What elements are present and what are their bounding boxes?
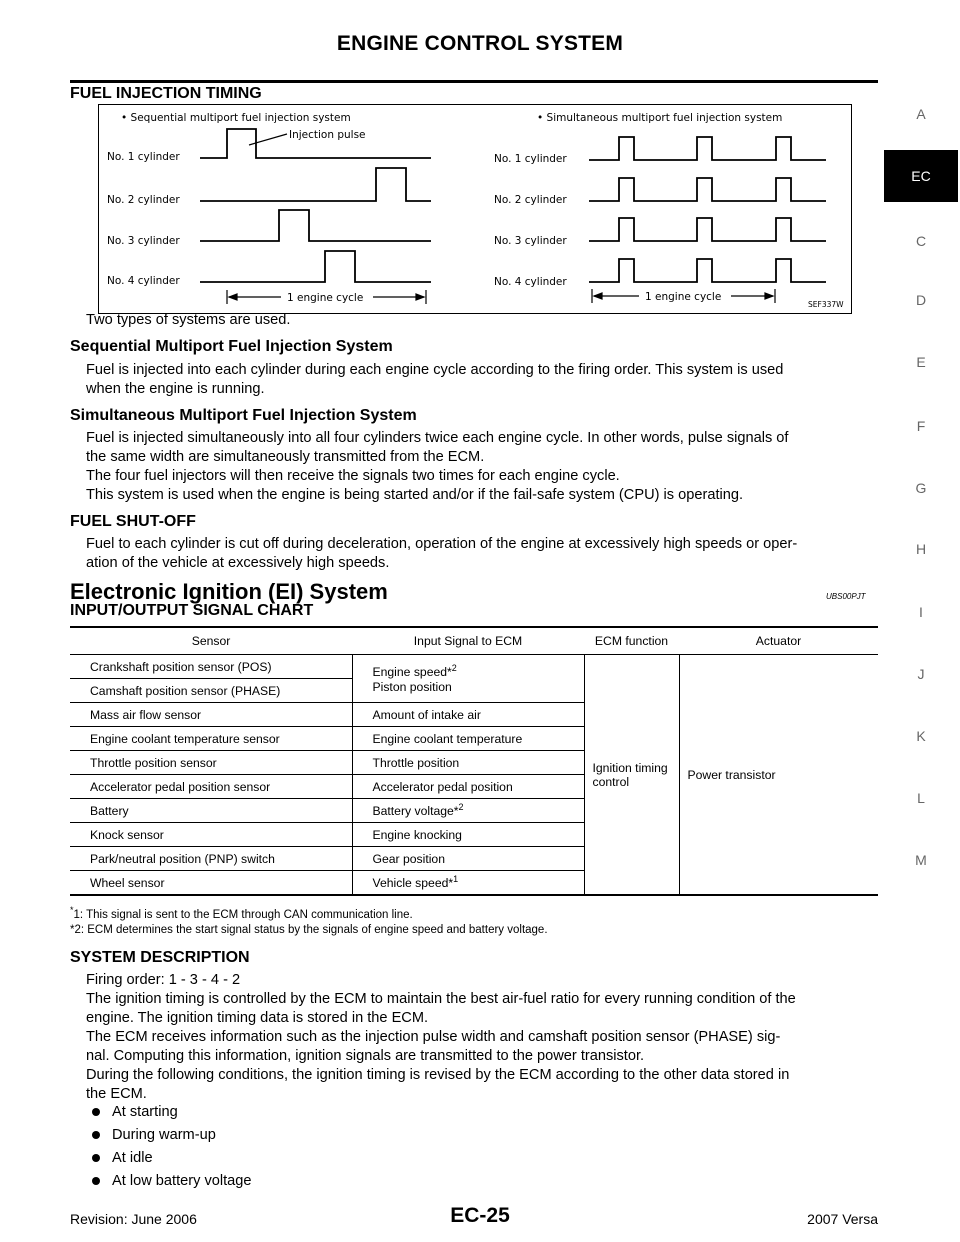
right-wave-3 <box>589 218 826 241</box>
heading-electronic-ignition: Electronic Ignition (EI) System <box>70 579 388 604</box>
paragraph-simultaneous <box>86 429 886 505</box>
footer-model: 2007 Versa <box>807 1211 878 1227</box>
left-cylinder-label-1: No. 1 cylinder <box>107 151 180 163</box>
signal-cell: Gear position <box>352 847 584 871</box>
text-line: Firing order: 1 - 3 - 4 - 2 <box>86 972 241 988</box>
side-index-i[interactable]: I <box>919 604 923 620</box>
column-header-sensor: Sensor <box>70 627 352 655</box>
bullet-icon <box>92 1108 100 1116</box>
left-cycle-label: 1 engine cycle <box>287 292 364 304</box>
side-index-e[interactable]: E <box>916 354 926 370</box>
text-line: During the following conditions, the ignition timing is revised by the ECM according to the other data stored in <box>86 1067 790 1083</box>
signal-vehicle-speed: Vehicle speed* <box>372 876 454 891</box>
paragraph-fuel-shut-off <box>86 535 886 573</box>
signal-cell: Throttle position <box>352 751 584 775</box>
right-cycle-arrowhead-start <box>594 293 602 299</box>
left-diagram-title: • Sequential multiport fuel injection system <box>121 112 351 124</box>
sensor-cell: Camshaft position sensor (PHASE) <box>70 679 352 703</box>
footer-revision: Revision: June 2006 <box>70 1211 197 1227</box>
condition-list <box>86 1103 252 1195</box>
heading-fuel-shut-off: FUEL SHUT-OFF <box>70 513 196 530</box>
paragraph-sequential <box>86 361 886 399</box>
heading-simultaneous: Simultaneous Multiport Fuel Injection System <box>70 407 417 424</box>
timing-waveforms <box>99 105 851 313</box>
figure-code: SEF337W <box>808 300 844 309</box>
right-cylinder-label-3: No. 3 cylinder <box>494 235 567 247</box>
text-line: The four fuel injectors will then receive the signals two times for each engine cycle. <box>86 468 620 484</box>
left-cylinder-label-2: No. 2 cylinder <box>107 194 180 206</box>
pulse-leader-line <box>249 134 287 145</box>
footer-page-number: EC-25 <box>450 1204 510 1227</box>
footnote-1 <box>70 905 413 921</box>
left-wave-4 <box>200 251 431 282</box>
footnote-ref: 1 <box>453 874 459 885</box>
footnote-1-text: 1: This signal is sent to the ECM through CAN communication line. <box>73 908 413 921</box>
page-title: ENGINE CONTROL SYSTEM <box>336 32 624 55</box>
column-header-actuator: Actuator <box>679 627 878 655</box>
paragraph-system-description <box>86 971 886 1104</box>
injection-pulse-label: Injection pulse <box>289 129 366 141</box>
signal-cell: Accelerator pedal position <box>352 775 584 799</box>
sensor-cell: Park/neutral position (PNP) switch <box>70 847 352 871</box>
side-index-m[interactable]: M <box>915 852 927 868</box>
text-line: Fuel is injected simultaneously into all four cylinders twice each engine cycle. In other words, pulse signals of <box>86 430 789 446</box>
text-line: when the engine is running. <box>86 381 265 397</box>
side-index-d[interactable]: D <box>915 292 927 308</box>
signal-cell: Engine knocking <box>352 823 584 847</box>
text-line: Fuel to each cylinder is cut off during deceleration, operation of the engine at excessively high speeds or oper- <box>86 536 798 552</box>
text-line: the same width are simultaneously transmitted from the ECM. <box>86 449 485 465</box>
sensor-cell: Throttle position sensor <box>70 751 352 775</box>
left-cycle-arrowhead-start <box>229 294 237 300</box>
section-code: UBS00PJT <box>826 592 866 601</box>
side-index-f[interactable]: F <box>916 418 926 434</box>
signal-cell: Amount of intake air <box>352 703 584 727</box>
list-item <box>86 1172 252 1195</box>
left-wave-2 <box>200 168 431 201</box>
text-line: engine. The ignition timing data is stored in the ECM. <box>86 1010 429 1026</box>
right-cylinder-label-2: No. 2 cylinder <box>494 194 567 206</box>
heading-signal-chart: INPUT/OUTPUT SIGNAL CHART <box>70 602 314 619</box>
list-item-text: At starting <box>112 1104 178 1120</box>
right-wave-4 <box>589 259 826 282</box>
table-header-row <box>70 627 878 655</box>
side-index-k[interactable]: K <box>916 728 926 744</box>
left-cylinder-label-3: No. 3 cylinder <box>107 235 180 247</box>
right-cycle-arrowhead-end <box>765 293 773 299</box>
left-wave-3 <box>200 210 431 241</box>
side-index-g[interactable]: G <box>915 480 927 496</box>
list-item <box>86 1126 252 1149</box>
side-index-ec-active[interactable]: EC <box>884 150 958 202</box>
signal-battery-voltage: Battery voltage* <box>372 804 459 819</box>
left-cylinder-label-4: No. 4 cylinder <box>107 275 180 287</box>
section-heading-fuel-injection-timing: FUEL INJECTION TIMING <box>70 85 262 102</box>
right-wave-1 <box>589 137 826 160</box>
header-rule <box>70 80 878 83</box>
actuator-cell: Power transistor <box>679 655 878 896</box>
list-item <box>86 1149 252 1172</box>
table-row <box>70 655 878 679</box>
footnote-2: *2: ECM determines the start signal status by the signals of engine speed and battery voltage. <box>70 924 548 936</box>
sensor-cell: Crankshaft position sensor (POS) <box>70 655 352 679</box>
footnote-ref: 2 <box>458 802 464 813</box>
footnote-mark: * <box>70 905 74 915</box>
injection-timing-diagram <box>98 104 852 314</box>
text-line: Fuel is injected into each cylinder during each engine cycle according to the firing order. This system is used <box>86 362 784 378</box>
signal-cell-vehicle-speed <box>352 871 584 896</box>
ecm-function-cell <box>584 655 679 896</box>
sensor-cell: Mass air flow sensor <box>70 703 352 727</box>
sensor-cell: Engine coolant temperature sensor <box>70 727 352 751</box>
sensor-cell: Wheel sensor <box>70 871 352 896</box>
signal-cell: Engine coolant temperature <box>352 727 584 751</box>
side-index-j[interactable]: J <box>917 666 925 682</box>
text-line: This system is used when the engine is being started and/or if the fail-safe system (CPU) is operating. <box>86 487 744 503</box>
left-cycle-arrowhead-end <box>416 294 424 300</box>
text-line: the ECM. <box>86 1086 147 1102</box>
bullet-icon <box>92 1131 100 1139</box>
right-wave-2 <box>589 178 826 201</box>
text-line: The ECM receives information such as the injection pulse width and camshaft position sensor (PHASE) sig- <box>86 1029 781 1045</box>
ecm-function-line: control <box>592 774 630 789</box>
column-header-input-signal: Input Signal to ECM <box>352 627 584 655</box>
list-item-text: At low battery voltage <box>112 1173 252 1189</box>
list-item-text: At idle <box>112 1150 153 1166</box>
signal-cell-engine-speed <box>352 655 584 703</box>
side-index-h[interactable]: H <box>915 541 927 557</box>
sensor-cell: Battery <box>70 799 352 823</box>
input-output-signal-table <box>70 626 878 896</box>
text-line: nal. Computing this information, ignition signals are transmitted to the power transistor. <box>86 1048 645 1064</box>
right-diagram-title: • Simultaneous multiport fuel injection system <box>537 112 783 124</box>
sensor-cell: Knock sensor <box>70 823 352 847</box>
side-index-c[interactable]: C <box>915 233 927 249</box>
right-cycle-label: 1 engine cycle <box>645 291 722 303</box>
column-header-ecm-function: ECM function <box>584 627 679 655</box>
signal-piston-position: Piston position <box>372 679 452 694</box>
signal-cell-battery <box>352 799 584 823</box>
signal-engine-speed: Engine speed* <box>372 665 452 680</box>
heading-sequential: Sequential Multiport Fuel Injection System <box>70 338 393 355</box>
text-line: The ignition timing is controlled by the ECM to maintain the best air-fuel ratio for every running condition of the <box>86 991 796 1007</box>
sensor-cell: Accelerator pedal position sensor <box>70 775 352 799</box>
right-cylinder-label-1: No. 1 cylinder <box>494 153 567 165</box>
bullet-icon <box>92 1154 100 1162</box>
diagram-caption: Two types of systems are used. <box>86 312 291 328</box>
list-item <box>86 1103 252 1126</box>
footnote-ref: 2 <box>451 663 457 674</box>
bullet-icon <box>92 1177 100 1185</box>
right-cylinder-label-4: No. 4 cylinder <box>494 276 567 288</box>
side-index-a[interactable]: A <box>916 106 926 122</box>
side-index-l[interactable]: L <box>917 790 925 806</box>
heading-system-description: SYSTEM DESCRIPTION <box>70 949 250 966</box>
ecm-function-line: Ignition timing <box>592 760 668 775</box>
list-item-text: During warm-up <box>112 1127 216 1143</box>
text-line: ation of the vehicle at excessively high speeds. <box>86 555 390 571</box>
